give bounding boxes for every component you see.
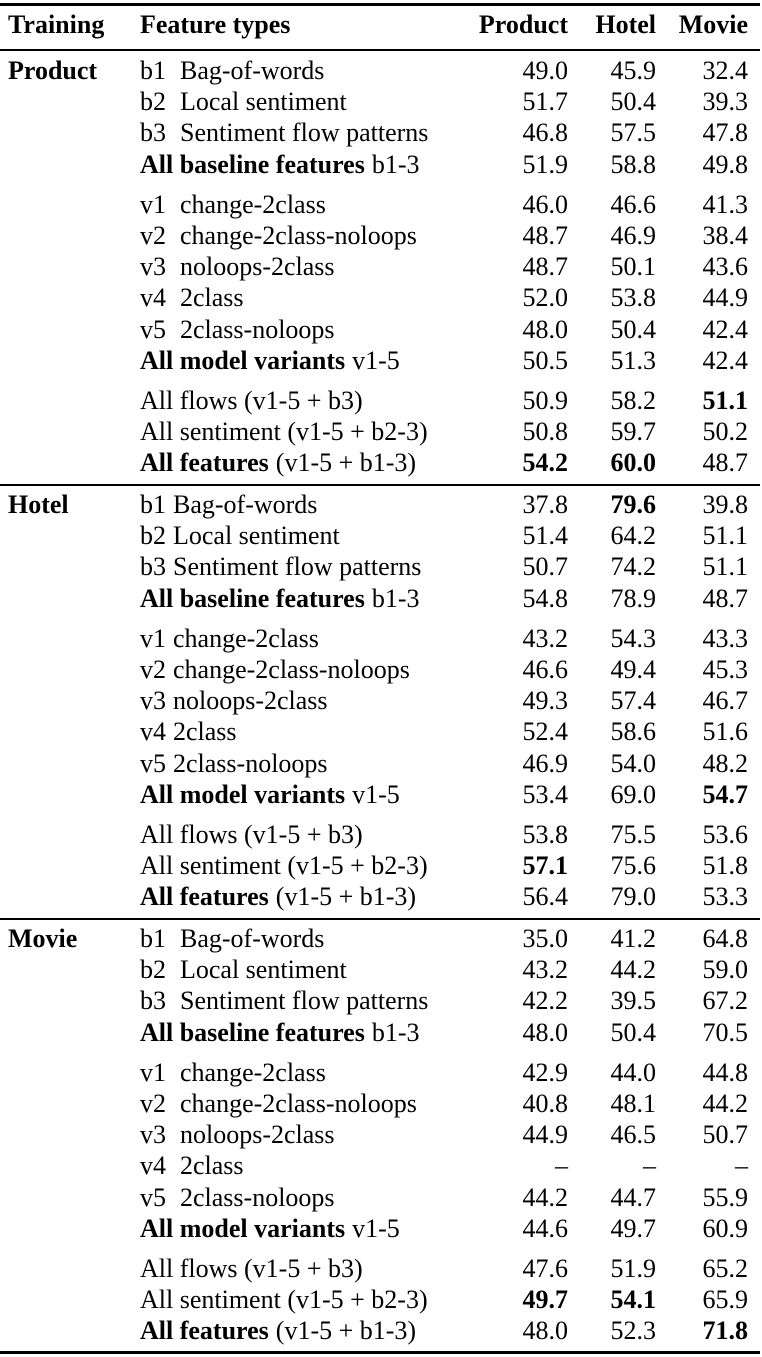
feature-label: [140, 1153, 244, 1179]
feature-label: [140, 149, 420, 179]
value-hotel: 51.9: [610, 1254, 656, 1283]
value-hotel: 64.2: [610, 521, 656, 551]
feature-label: [140, 748, 328, 778]
feature-code: b2: [140, 521, 166, 551]
feature-label: [140, 1057, 326, 1087]
value-product: 52.4: [522, 717, 568, 747]
feature-code: b3: [140, 552, 166, 582]
value-product: 54.8: [522, 583, 568, 613]
value-hotel: 44.7: [610, 1182, 656, 1212]
value-hotel: 75.5: [610, 820, 656, 849]
feature-code: v1: [140, 623, 166, 653]
feature-label: [140, 1213, 400, 1243]
feature-label: [140, 285, 244, 311]
value-movie: 43.3: [702, 623, 748, 653]
value-movie: 51.1: [702, 521, 748, 551]
value-movie: 54.7: [702, 779, 748, 809]
value-hotel: 54.1: [610, 1285, 656, 1315]
value-hotel: 79.6: [610, 490, 656, 519]
value-hotel: 74.2: [610, 552, 656, 582]
value-product: 48.7: [522, 221, 568, 250]
feature-code: v1: [140, 1057, 166, 1087]
value-movie: 65.2: [702, 1254, 748, 1283]
value-product: 50.7: [522, 552, 568, 582]
value-movie: 39.3: [702, 87, 748, 117]
value-hotel: 78.9: [610, 583, 656, 613]
value-hotel: 46.6: [610, 189, 656, 219]
header-movie: Movie: [678, 10, 748, 39]
feature-name: change-2class: [173, 623, 319, 653]
value-movie: 44.9: [702, 283, 748, 313]
value-product: 49.0: [522, 56, 568, 85]
group-rule-movie: [0, 918, 760, 920]
value-hotel: 45.9: [610, 56, 656, 85]
value-product: 49.3: [522, 686, 568, 716]
feature-label: [140, 688, 328, 714]
value-product: 54.2: [522, 448, 568, 478]
value-movie: 51.8: [702, 851, 748, 881]
value-hotel: 39.5: [610, 986, 656, 1016]
feature-name: All flows (v1-5 + b3): [140, 1254, 363, 1283]
feature-name-bold: All model variants: [140, 345, 346, 375]
feature-name: Bag-of-words: [180, 924, 325, 953]
feature-name: 2class: [180, 283, 244, 313]
group-label: Hotel: [8, 490, 69, 519]
value-product: 43.2: [522, 623, 568, 653]
feature-name: Local sentiment: [180, 955, 347, 985]
feature-name-bold: All features: [140, 1316, 269, 1346]
value-hotel: 53.8: [610, 283, 656, 313]
value-movie: 48.7: [702, 448, 748, 478]
value-product: 52.0: [522, 283, 568, 313]
value-product: 48.7: [522, 252, 568, 282]
value-hotel: 46.5: [610, 1120, 656, 1150]
feature-label: [140, 1182, 335, 1212]
value-hotel: 50.1: [610, 252, 656, 282]
feature-code: v2: [140, 221, 166, 250]
value-movie: 67.2: [702, 986, 748, 1016]
feature-range: v1-5: [352, 345, 400, 375]
value-hotel: 79.0: [610, 882, 656, 912]
feature-label: [140, 554, 421, 580]
group-rule-hotel: [0, 484, 760, 486]
value-product: 50.8: [522, 417, 568, 447]
value-movie: 71.8: [702, 1316, 748, 1346]
value-hotel: 59.7: [610, 417, 656, 447]
feature-name: All sentiment (v1-5 + b2-3): [140, 851, 428, 881]
feature-code: b1: [140, 56, 166, 85]
value-movie: 53.6: [702, 820, 748, 849]
value-product: 35.0: [522, 924, 568, 953]
value-hotel: 44.2: [610, 955, 656, 985]
value-movie: 49.8: [702, 149, 748, 179]
feature-label: [140, 779, 400, 809]
value-product: 46.9: [522, 748, 568, 778]
value-product: –: [555, 1151, 568, 1181]
feature-code: v3: [140, 252, 166, 282]
value-product: 51.7: [522, 87, 568, 117]
value-product: 46.0: [522, 189, 568, 219]
feature-label: [140, 223, 417, 249]
feature-range: v1-5: [352, 779, 400, 809]
value-hotel: 50.4: [610, 314, 656, 344]
value-hotel: –: [643, 1151, 656, 1181]
feature-name: Sentiment flow patterns: [180, 118, 429, 148]
feature-name: Local sentiment: [180, 87, 347, 117]
feature-code: v5: [140, 748, 166, 778]
feature-label: [140, 822, 363, 848]
value-movie: 51.1: [702, 552, 748, 582]
feature-name: 2class: [180, 1151, 244, 1181]
value-product: 44.9: [522, 1120, 568, 1150]
feature-code: v5: [140, 1182, 166, 1212]
value-product: 46.6: [522, 655, 568, 684]
value-movie: 44.8: [702, 1057, 748, 1087]
feature-range: b1-3: [371, 1017, 420, 1047]
value-product: 51.4: [522, 521, 568, 551]
feature-code: b2: [140, 955, 166, 985]
feature-label: [140, 89, 347, 115]
value-movie: 46.7: [702, 686, 748, 716]
feature-name: change-2class: [180, 189, 326, 219]
value-product: 44.2: [522, 1182, 568, 1212]
value-movie: 65.9: [702, 1285, 748, 1315]
feature-label: [140, 1017, 420, 1047]
feature-name-bold: All baseline features: [140, 583, 365, 613]
header-hotel: Hotel: [595, 10, 656, 39]
feature-name: change-2class-noloops: [180, 221, 417, 250]
value-movie: 51.6: [702, 717, 748, 747]
feature-code: b3: [140, 118, 166, 148]
feature-label: [140, 1256, 363, 1282]
feature-code: b1: [140, 924, 166, 953]
feature-label: [140, 189, 326, 219]
feature-label: [140, 884, 416, 910]
value-hotel: 52.3: [610, 1316, 656, 1346]
feature-label: [140, 492, 317, 518]
feature-name: noloops-2class: [173, 686, 328, 716]
feature-label: [140, 450, 416, 476]
value-movie: 43.6: [702, 252, 748, 282]
value-hotel: 54.3: [610, 623, 656, 653]
feature-label: [140, 1287, 428, 1313]
feature-name: 2class: [173, 717, 237, 747]
value-movie: 42.4: [702, 314, 748, 344]
feature-label: [140, 523, 340, 549]
value-movie: 32.4: [702, 56, 748, 85]
feature-code: v2: [140, 655, 166, 684]
value-hotel: 57.5: [610, 118, 656, 148]
feature-name: 2class-noloops: [173, 748, 328, 778]
feature-label: [140, 988, 428, 1014]
feature-code: b2: [140, 87, 166, 117]
feature-code: v3: [140, 686, 166, 716]
feature-name: All flows (v1-5 + b3): [140, 386, 363, 415]
feature-label: [140, 314, 335, 344]
feature-range: b1-3: [371, 583, 420, 613]
feature-range: (v1-5 + b1-3): [275, 448, 417, 478]
value-product: 47.6: [522, 1254, 568, 1283]
value-product: 53.4: [522, 779, 568, 809]
value-product: 48.0: [522, 1316, 568, 1346]
value-product: 50.9: [522, 386, 568, 415]
feature-name: 2class-noloops: [180, 1182, 335, 1212]
value-hotel: 51.3: [610, 345, 656, 375]
value-product: 51.9: [522, 149, 568, 179]
value-product: 44.6: [522, 1213, 568, 1243]
value-movie: 38.4: [702, 221, 748, 250]
feature-label: [140, 345, 400, 375]
feature-code: v4: [140, 1151, 166, 1181]
feature-name-bold: All features: [140, 882, 269, 912]
feature-code: v3: [140, 1120, 166, 1150]
value-movie: 55.9: [702, 1182, 748, 1212]
value-hotel: 48.1: [610, 1089, 656, 1118]
feature-code: v5: [140, 314, 166, 344]
value-hotel: 50.4: [610, 1017, 656, 1047]
value-product: 48.0: [522, 1017, 568, 1047]
feature-code: b1: [140, 490, 166, 519]
value-product: 49.7: [522, 1285, 568, 1315]
feature-label: [140, 120, 428, 146]
header-training: Training: [8, 10, 105, 39]
value-product: 40.8: [522, 1089, 568, 1118]
feature-label: [140, 254, 335, 280]
value-movie: 50.2: [702, 417, 748, 447]
feature-label: [140, 58, 324, 84]
feature-name-bold: All model variants: [140, 779, 346, 809]
feature-label: [140, 926, 324, 952]
feature-name: Bag-of-words: [173, 490, 318, 519]
feature-range: (v1-5 + b1-3): [275, 882, 417, 912]
header-feature-types: Feature types: [140, 10, 291, 39]
value-product: 46.8: [522, 118, 568, 148]
value-movie: 48.7: [702, 583, 748, 613]
value-product: 56.4: [522, 882, 568, 912]
value-movie: 60.9: [702, 1213, 748, 1243]
value-hotel: 58.8: [610, 149, 656, 179]
value-hotel: 46.9: [610, 221, 656, 250]
feature-label: [140, 388, 363, 414]
value-product: 37.8: [522, 490, 568, 519]
value-hotel: 58.2: [610, 386, 656, 415]
feature-name: 2class-noloops: [180, 314, 335, 344]
group-label: Movie: [8, 924, 78, 953]
value-hotel: 44.0: [610, 1057, 656, 1087]
value-hotel: 50.4: [610, 87, 656, 117]
value-movie: 51.1: [702, 386, 748, 415]
value-hotel: 49.4: [610, 655, 656, 684]
value-movie: 41.3: [702, 189, 748, 219]
feature-name-bold: All baseline features: [140, 149, 365, 179]
feature-code: v4: [140, 717, 166, 747]
value-movie: –: [735, 1151, 748, 1181]
feature-code: b3: [140, 986, 166, 1016]
value-movie: 70.5: [702, 1017, 748, 1047]
feature-name: noloops-2class: [180, 1120, 335, 1150]
value-hotel: 69.0: [610, 779, 656, 809]
feature-name: change-2class-noloops: [173, 655, 410, 684]
value-movie: 42.4: [702, 345, 748, 375]
header-product: Product: [478, 10, 568, 39]
value-hotel: 41.2: [610, 924, 656, 953]
bottom-rule: [0, 1351, 760, 1354]
value-movie: 59.0: [702, 955, 748, 985]
value-hotel: 58.6: [610, 717, 656, 747]
feature-name: All sentiment (v1-5 + b2-3): [140, 1285, 428, 1315]
feature-label: [140, 623, 319, 653]
feature-name-bold: All baseline features: [140, 1017, 365, 1047]
feature-name: change-2class-noloops: [180, 1089, 417, 1118]
feature-name: noloops-2class: [180, 252, 335, 282]
feature-label: [140, 419, 428, 445]
feature-name: Local sentiment: [173, 521, 340, 551]
feature-label: [140, 719, 237, 745]
value-hotel: 54.0: [610, 748, 656, 778]
value-movie: 47.8: [702, 118, 748, 148]
feature-label: [140, 583, 420, 613]
feature-label: [140, 957, 347, 983]
value-movie: 44.2: [702, 1089, 748, 1118]
feature-range: (v1-5 + b1-3): [275, 1316, 417, 1346]
feature-name-bold: All model variants: [140, 1213, 346, 1243]
feature-code: v1: [140, 189, 166, 219]
feature-label: [140, 1091, 417, 1117]
value-hotel: 75.6: [610, 851, 656, 881]
feature-label: [140, 657, 410, 683]
value-product: 50.5: [522, 345, 568, 375]
value-movie: 39.8: [702, 490, 748, 519]
feature-code: v4: [140, 283, 166, 313]
value-movie: 48.2: [702, 748, 748, 778]
header-rule: [0, 49, 760, 51]
feature-name-bold: All features: [140, 448, 269, 478]
feature-name: change-2class: [180, 1057, 326, 1087]
value-product: 48.0: [522, 314, 568, 344]
value-product: 42.9: [522, 1057, 568, 1087]
value-product: 43.2: [522, 955, 568, 985]
value-product: 42.2: [522, 986, 568, 1016]
top-rule: [0, 3, 760, 6]
group-label: Product: [8, 56, 98, 85]
feature-name: All flows (v1-5 + b3): [140, 820, 363, 849]
feature-name: All sentiment (v1-5 + b2-3): [140, 417, 428, 447]
value-movie: 50.7: [702, 1120, 748, 1150]
feature-code: v2: [140, 1089, 166, 1118]
feature-range: v1-5: [352, 1213, 400, 1243]
feature-name: Bag-of-words: [180, 56, 325, 85]
value-product: 53.8: [522, 820, 568, 849]
feature-label: [140, 853, 428, 879]
value-hotel: 49.7: [610, 1213, 656, 1243]
value-hotel: 57.4: [610, 686, 656, 716]
feature-name: Sentiment flow patterns: [180, 986, 429, 1016]
value-movie: 53.3: [702, 882, 748, 912]
feature-label: [140, 1318, 416, 1344]
feature-name: Sentiment flow patterns: [173, 552, 422, 582]
value-product: 57.1: [522, 851, 568, 881]
value-movie: 45.3: [702, 655, 748, 684]
value-hotel: 60.0: [610, 448, 656, 478]
feature-label: [140, 1122, 335, 1148]
feature-range: b1-3: [371, 149, 420, 179]
value-movie: 64.8: [702, 924, 748, 953]
